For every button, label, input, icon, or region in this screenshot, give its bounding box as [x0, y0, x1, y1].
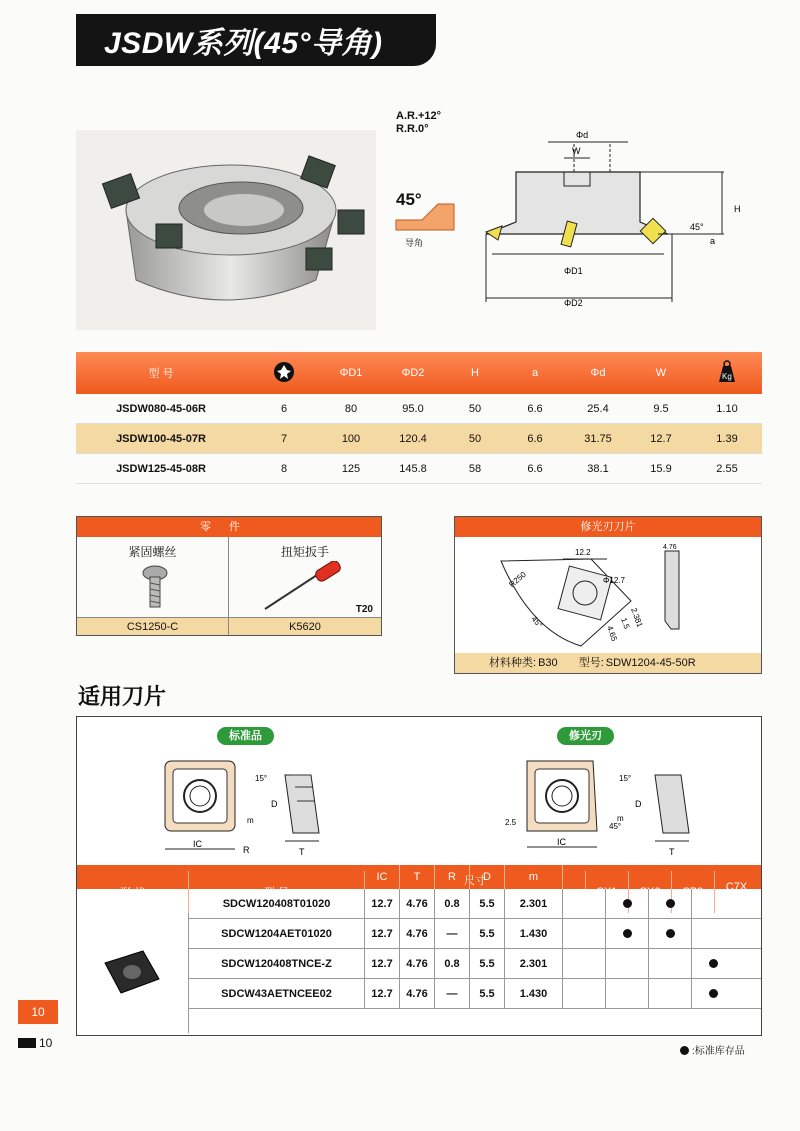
spec-cell: 15.9: [650, 462, 672, 475]
wiper-label-m: m: [617, 814, 624, 823]
page-number-text: 10: [39, 1036, 53, 1050]
spec-cell: JSDW125-45-08R: [116, 462, 206, 475]
spec-cell: 1.10: [716, 402, 738, 415]
insert-grade-cell: [563, 919, 606, 948]
grade-3-note: (金属陶瓷): [720, 895, 753, 902]
parts-box: [76, 516, 382, 636]
header-dims: 尺寸: [365, 871, 586, 889]
stock-dot: [623, 899, 632, 908]
header-dim-t: T: [400, 865, 435, 889]
insert-dim: 5.5: [470, 889, 505, 918]
spec-cell: 50: [468, 432, 482, 445]
insert-dim: 4.76: [400, 919, 435, 948]
header-od: Φd: [590, 367, 606, 379]
insert-dim: 1.430: [505, 979, 563, 1008]
section-title: 适用刀片: [78, 684, 167, 709]
spec-cell: 12.7: [650, 432, 672, 445]
dim-angle: 45°: [690, 222, 704, 232]
spec-cell: JSDW080-45-06R: [116, 402, 206, 415]
material-label: 材料种类:: [489, 657, 537, 669]
header-dim-ic: IC: [365, 865, 400, 889]
wiper-insert-drawing-small: [497, 751, 697, 861]
dim-h: H: [734, 204, 741, 214]
stock-dot: [623, 929, 632, 938]
spec-cell: 50: [468, 402, 482, 415]
legend-text: :标准库存品: [692, 1046, 745, 1057]
part-screw: [77, 537, 229, 619]
spec-cell: 100: [341, 432, 361, 445]
insert-row: [189, 919, 761, 949]
teeth-count-icon: [273, 361, 295, 383]
header-insert-model: 型 号: [189, 871, 365, 913]
insert-dim: 12.7: [365, 979, 400, 1008]
cutter-photo: [76, 130, 376, 330]
spec-row: [76, 394, 762, 424]
part-wrench: [229, 537, 381, 619]
std-m: m: [247, 816, 254, 825]
torque-wrench-icon: [259, 561, 349, 615]
std-r: R: [243, 845, 250, 855]
wiper-label-ic: IC: [557, 837, 566, 847]
dim-a: a: [710, 236, 716, 246]
spec-cell: 31.75: [584, 432, 612, 445]
header-grade-0: SX1: [586, 871, 629, 913]
spec-cell: 145.8: [399, 462, 427, 475]
spec-cell: 38.1: [587, 462, 609, 475]
insert-dim: —: [435, 919, 470, 948]
insert-grade-cell: [606, 949, 649, 978]
insert-dim: 4.76: [400, 889, 435, 918]
header-teeth: [246, 361, 322, 386]
insert-dim: 4.76: [400, 979, 435, 1008]
wiper-footer: [455, 653, 761, 673]
spec-rows: [76, 394, 762, 484]
spec-cell: 58: [468, 462, 482, 475]
spec-table-header: [76, 352, 762, 394]
insert-grade-cell: [606, 889, 649, 918]
insert-grade-cell: [606, 979, 649, 1008]
insert-dim: 0.8: [435, 889, 470, 918]
insert-dim: 5.5: [470, 919, 505, 948]
model-label: 型号:: [578, 657, 604, 669]
insert-grade-cell: [563, 949, 606, 978]
stock-dot: [709, 959, 718, 968]
insert-shape-cell: [77, 913, 189, 1033]
wiper-label-t: T: [669, 847, 675, 857]
wiper-d1: 2.381: [629, 606, 645, 629]
insert-rows: [189, 889, 761, 1009]
wiper-d3: 4.65: [605, 624, 619, 643]
cutter-section-drawing: [478, 122, 754, 318]
header-shape: 形 状: [77, 871, 189, 913]
dim-w: W: [572, 146, 581, 156]
rake-angles: [396, 110, 441, 136]
weight-unit: Kg: [722, 371, 732, 381]
insert-dim: 12.7: [365, 919, 400, 948]
spec-table: [76, 352, 762, 484]
material-value: B30: [538, 657, 558, 669]
wiper-angle: 45°: [529, 614, 545, 630]
insert-model: SDCW43AETNCEE02: [189, 979, 365, 1008]
header-h: H: [471, 367, 479, 379]
insert-row: [189, 889, 761, 919]
dim-d1: ΦD1: [564, 266, 583, 276]
std-ic: IC: [193, 839, 202, 849]
axial-rake: A.R.+12°: [396, 110, 442, 122]
header-d1: ΦD1: [339, 367, 363, 379]
header-grade-2: SP9: [672, 871, 715, 913]
stock-dot: [709, 989, 718, 998]
part-screw-code: CS1250-C: [77, 617, 229, 635]
header-dim-r: R: [435, 865, 470, 889]
spec-cell: 6: [280, 402, 288, 415]
wiper-label-d: D: [635, 799, 642, 809]
wiper-d2: 1.5: [619, 616, 632, 631]
insert-photo-icon: [99, 945, 165, 999]
face-mill-illustration: [76, 130, 376, 330]
header-dim-d: D: [470, 865, 505, 889]
insert-grade-cell: [692, 889, 735, 918]
wiper-angle15: 15°: [619, 774, 632, 783]
insert-dim: 5.5: [470, 979, 505, 1008]
insert-row: [189, 949, 761, 979]
page-number: [18, 1036, 52, 1050]
spec-cell: 1.39: [716, 432, 738, 445]
spec-cell: 9.5: [653, 402, 669, 415]
wiper-width: 12.2: [575, 548, 591, 557]
spec-cell: 25.4: [587, 402, 609, 415]
standard-insert-drawing: [155, 751, 335, 861]
insert-grade-cell: [649, 979, 692, 1008]
legend: [680, 1042, 745, 1057]
inserts-box: [76, 716, 762, 1036]
chamfer-label: 导角: [405, 238, 424, 248]
header-weight: [692, 360, 762, 387]
screw-icon: [135, 563, 175, 613]
insert-dim: 1.430: [505, 919, 563, 948]
spec-cell: 95.0: [402, 402, 424, 415]
spec-cell: 125: [341, 462, 361, 475]
insert-grade-cell: [606, 919, 649, 948]
wiper-title: 修光刃刀片: [455, 517, 761, 537]
page-bar: [18, 1038, 36, 1048]
weight-icon: [713, 360, 741, 384]
part-screw-name: 紧固螺丝: [128, 545, 177, 559]
spec-row: [76, 424, 762, 454]
spec-cell: 2.55: [716, 462, 738, 475]
insert-model: SDCW120408TNCE-Z: [189, 949, 365, 978]
header-d2: ΦD2: [401, 367, 425, 379]
insert-model: SDCW1204AET01020: [189, 919, 365, 948]
pill-standard: 标准品: [217, 727, 274, 745]
header-grade-1: SX6: [629, 871, 672, 913]
insert-model: SDCW120408T01020: [189, 889, 365, 918]
wiper-thickness: 4.76: [663, 544, 677, 551]
insert-dim: 2.301: [505, 889, 563, 918]
insert-dim: 2.301: [505, 949, 563, 978]
std-angle: 15°: [255, 774, 268, 783]
header-model: 型 号: [148, 368, 174, 380]
chamfer-angle: 45°: [396, 190, 422, 209]
insert-dim: 12.7: [365, 889, 400, 918]
insert-grade-cell: [649, 889, 692, 918]
insert-grade-cell: [649, 949, 692, 978]
spec-cell: 7: [280, 432, 288, 445]
stock-dot: [666, 899, 675, 908]
wiper-label-w: 2.5: [505, 818, 517, 827]
insert-grade-cell: [692, 979, 735, 1008]
wiper-insert-box: [454, 516, 762, 674]
header-w: W: [655, 367, 667, 379]
page-title: JSDW系列(45°导角): [104, 27, 383, 60]
part-wrench-code: K5620: [229, 617, 381, 635]
dim-d2: ΦD2: [564, 298, 583, 308]
wiper-insert-drawing: [491, 541, 671, 651]
parts-title: 零件: [77, 517, 381, 537]
wiper-hole: Φ12.7: [603, 576, 625, 585]
spec-cell: 80: [344, 402, 358, 415]
model-value: SDW1204-45-50R: [605, 657, 696, 669]
pill-wiper: 修光刃: [557, 727, 614, 745]
wiper-angle45: 45°: [609, 822, 622, 831]
radial-rake: R.R.0°: [396, 123, 429, 135]
insert-dim: 4.76: [400, 949, 435, 978]
header-dim-m: m: [505, 865, 563, 889]
insert-dim: 5.5: [470, 949, 505, 978]
wiper-radius: R250: [507, 569, 528, 590]
page-number-badge: 10: [18, 1000, 58, 1024]
spec-cell: 6.6: [527, 432, 543, 445]
insert-grade-cell: [692, 949, 735, 978]
legend-dot: [680, 1046, 689, 1055]
spec-cell: 6.6: [527, 462, 543, 475]
insert-grade-cell: [649, 919, 692, 948]
insert-grade-cell: [692, 919, 735, 948]
insert-grade-cell: [563, 979, 606, 1008]
grade-3-name: C7X: [725, 881, 748, 893]
spec-cell: 6.6: [527, 402, 543, 415]
insert-grade-cell: [563, 889, 606, 918]
spec-row: [76, 454, 762, 484]
spec-cell: 120.4: [399, 432, 427, 445]
insert-dim: —: [435, 979, 470, 1008]
wiper-side-view: [661, 543, 691, 639]
dim-od: Φd: [576, 130, 589, 140]
stock-dot: [666, 929, 675, 938]
spec-cell: JSDW100-45-07R: [116, 432, 206, 445]
spec-cell: 8: [280, 462, 288, 475]
part-wrench-name: 扭矩扳手: [280, 545, 329, 559]
header-a: a: [531, 367, 539, 379]
wrench-size: T20: [355, 604, 373, 615]
std-d: D: [271, 799, 278, 809]
std-t: T: [299, 847, 305, 857]
insert-dim: 0.8: [435, 949, 470, 978]
insert-dim: 12.7: [365, 949, 400, 978]
insert-row: [189, 979, 761, 1009]
